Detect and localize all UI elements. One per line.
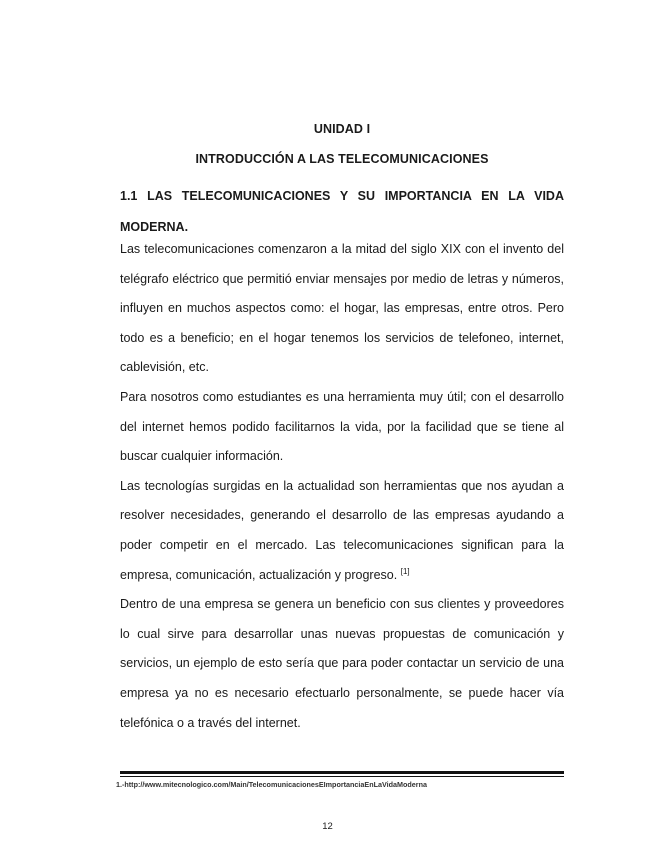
footnote: 1.-http://www.mitecnologico.com/Main/TelecomunicacionesEImportanciaEnLaVidaModerna: [116, 780, 427, 789]
paragraph-4: Dentro de una empresa se genera un beneficio con sus clientes y proveedores lo cual sirve para desarrollar unas nuevas propuestas de comunicación y servicios, un ejemplo de esto sería que para poder contactar un servicio de una empresa ya no es necesario efectuarlo personalmente, se puede hacer vía telefónica o a través del internet.: [120, 597, 564, 730]
footnote-divider: [120, 771, 564, 777]
paragraph-2: Para nosotros como estudiantes es una herramienta muy útil; con el desarrollo del internet hemos podido facilitarnos la vida, por la facilidad que se tiene al buscar cualquier información.: [120, 389, 564, 464]
paragraph-3-text: Las tecnologías surgidas en la actualidad son herramientas que nos ayudan a resolver necesidades, generando el desarrollo de las empresas ayudando a poder competir en el mercado. Las telecomunicaciones significan para la empresa, comunicación, actualización y progreso.: [120, 478, 564, 582]
chapter-title: INTRODUCCIÓN A LAS TELECOMUNICACIONES: [195, 152, 489, 166]
reference-marker: [1]: [400, 566, 410, 576]
paragraph-3: [120, 472, 564, 590]
section-title: [120, 181, 564, 243]
body-text: [120, 235, 564, 738]
page-number: 12: [322, 821, 333, 832]
unit-title: UNIDAD I: [313, 122, 371, 136]
section-title-line-1: 1.1 LAS TELECOMUNICACIONES Y SU IMPORTANCIA EN LA VIDA: [120, 189, 564, 203]
section-title-line-2: MODERNA.: [120, 220, 189, 234]
paragraph-1: Las telecomunicaciones comenzaron a la mitad del siglo XIX con el invento del telégrafo eléctrico que permitió enviar mensajes por medio de letras y números, influyen en muchos aspectos como: el hogar, las empresas, entre otros. Pero todo es a beneficio; en el hogar tenemos los servicios de telefoneo, internet, cablevisión, etc.: [120, 242, 564, 375]
